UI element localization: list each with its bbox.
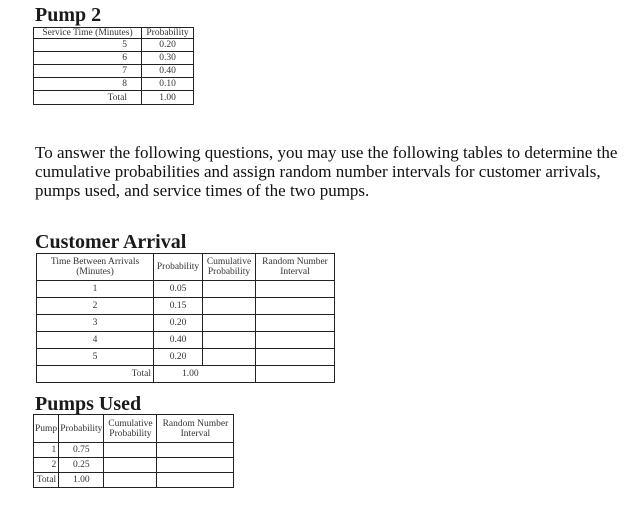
- pump2-prob: 0.40: [142, 65, 194, 78]
- pump2-table: [33, 27, 194, 105]
- pump2-time: 8: [34, 78, 142, 91]
- pu-cum-cell: [104, 458, 157, 473]
- ca-time: 5: [37, 349, 154, 366]
- table-row: [34, 473, 234, 488]
- ca-time: 4: [37, 332, 154, 349]
- pu-pump: 2: [34, 458, 59, 473]
- table-row: [34, 91, 194, 105]
- table-row: [34, 65, 194, 78]
- pu-header-rni: Random Number Interval: [157, 415, 234, 443]
- pu-total-value: 1.00: [59, 473, 104, 488]
- table-row: [34, 443, 234, 458]
- pump2-header-time: Service Time (Minutes): [34, 28, 142, 39]
- customer-arrival-table: [36, 253, 335, 383]
- ca-total-rni-cell: [256, 366, 335, 383]
- pu-header-prob: Probability: [59, 415, 104, 443]
- pump2-header-prob: Probability: [142, 28, 194, 39]
- table-row: [34, 52, 194, 65]
- ca-prob: 0.40: [154, 332, 203, 349]
- ca-prob: 0.20: [154, 315, 203, 332]
- ca-prob: 0.20: [154, 349, 203, 366]
- table-row: [34, 39, 194, 52]
- pu-header-cum: Cumulative Probability: [104, 415, 157, 443]
- pu-rni-cell: [157, 443, 234, 458]
- ca-cum-cell: [203, 298, 256, 315]
- pu-pump: 1: [34, 443, 59, 458]
- pu-total-label: Total: [34, 473, 59, 488]
- pumps-used-table: [33, 414, 234, 488]
- pump2-time: 7: [34, 65, 142, 78]
- ca-time: 3: [37, 315, 154, 332]
- ca-prob: 0.15: [154, 298, 203, 315]
- table-row: [37, 315, 335, 332]
- pump2-total-label: Total: [34, 91, 142, 105]
- pump2-time: 5: [34, 39, 142, 52]
- ca-rni-cell: [256, 315, 335, 332]
- ca-header-rni: Random Number Interval: [256, 254, 335, 281]
- pump2-total-value: 1.00: [142, 91, 194, 105]
- pu-cum-cell: [104, 443, 157, 458]
- ca-cum-cell: [203, 281, 256, 298]
- pump2-time: 6: [34, 52, 142, 65]
- table-row: [37, 349, 335, 366]
- pump2-prob: 0.30: [142, 52, 194, 65]
- pu-prob: 0.75: [59, 443, 104, 458]
- pump2-title: Pump 2: [35, 4, 102, 26]
- pumps-used-title: Pumps Used: [35, 393, 142, 415]
- ca-header-prob: Probability: [154, 254, 203, 281]
- ca-rni-cell: [256, 349, 335, 366]
- pu-prob: 0.25: [59, 458, 104, 473]
- instructions-paragraph: To answer the following questions, you may use the following tables to determine the cumulative probabilities and assign random number intervals for customer arrivals, pumps used, and service times of the two pumps.: [35, 143, 618, 200]
- table-row: [34, 78, 194, 91]
- pu-total-rni-cell: [157, 473, 234, 488]
- ca-rni-cell: [256, 281, 335, 298]
- customer-arrival-title: Customer Arrival: [35, 231, 187, 253]
- pump2-prob: 0.20: [142, 39, 194, 52]
- pu-total-cum-cell: [104, 473, 157, 488]
- table-row: [37, 332, 335, 349]
- ca-rni-cell: [256, 332, 335, 349]
- table-row: [34, 458, 234, 473]
- ca-time: 1: [37, 281, 154, 298]
- table-row: [37, 366, 335, 383]
- ca-cum-cell: [203, 349, 256, 366]
- ca-total-label: Total: [37, 366, 154, 383]
- ca-time: 2: [37, 298, 154, 315]
- pu-rni-cell: [157, 458, 234, 473]
- ca-total-value: 1.00: [154, 366, 256, 383]
- table-row: [37, 281, 335, 298]
- table-row: [37, 298, 335, 315]
- ca-header-cum: Cumulative Probability: [203, 254, 256, 281]
- ca-header-time: Time Between Arrivals (Minutes): [37, 254, 154, 281]
- ca-prob: 0.05: [154, 281, 203, 298]
- pu-header-pump: Pump: [34, 415, 59, 443]
- ca-cum-cell: [203, 332, 256, 349]
- ca-rni-cell: [256, 298, 335, 315]
- pump2-prob: 0.10: [142, 78, 194, 91]
- ca-cum-cell: [203, 315, 256, 332]
